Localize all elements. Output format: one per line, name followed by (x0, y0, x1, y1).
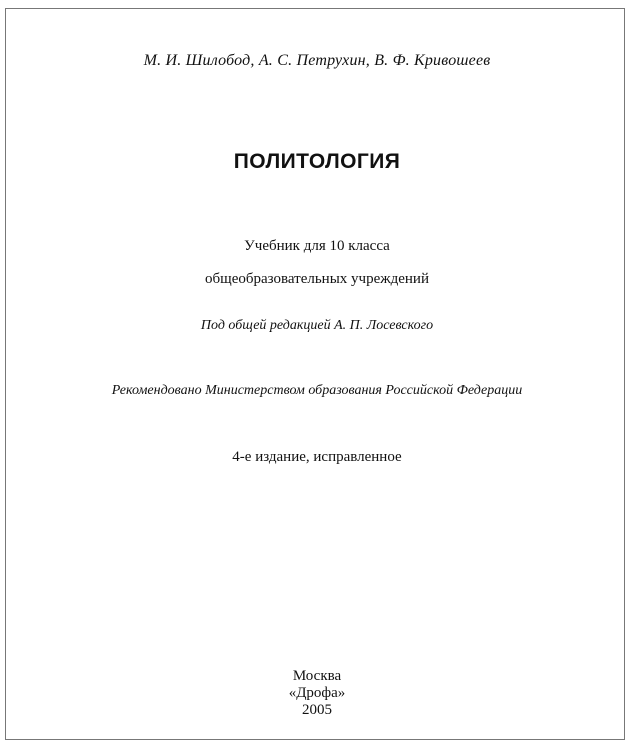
publication-year: 2005 (302, 702, 332, 718)
page-border (5, 8, 625, 740)
subtitle-line-1: Учебник для 10 класса (244, 238, 390, 254)
editor-line: Под общей редакцией А. П. Лосевского (200, 318, 434, 333)
book-title: ПОЛИТОЛОГИЯ (233, 150, 401, 173)
publication-city: Москва (292, 668, 342, 684)
subtitle-line-2: общеобразовательных учреждений (205, 271, 429, 287)
recommendation-line: Рекомендовано Министерством образования Российской Федерации (111, 383, 523, 398)
authors-line: М. И. Шилобод, А. С. Петрухин, В. Ф. Кривошеев (143, 52, 491, 69)
edition-line: 4-е издание, исправленное (232, 449, 402, 465)
publisher-name: «Дрофа» (288, 685, 346, 701)
